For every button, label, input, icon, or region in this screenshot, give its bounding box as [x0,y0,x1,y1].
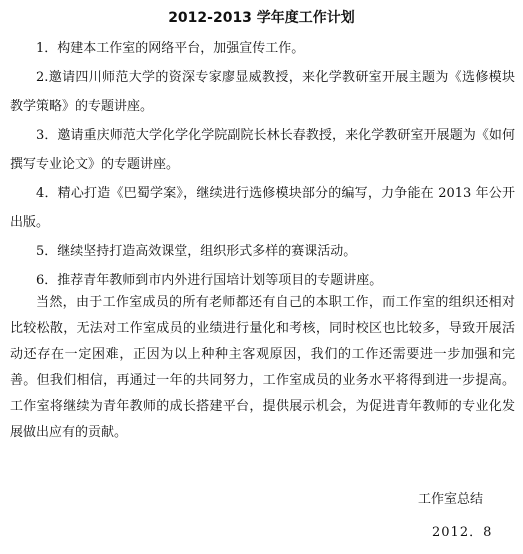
plan-item-1: 1．构建本工作室的网络平台，加强宣传工作。 [36,41,305,56]
plan-item-list [10,34,515,295]
signature: 工作室总结 [418,492,484,507]
document-date: 2012．8 [432,525,493,540]
plan-item-4: 4．精心打造《巴蜀学案》，继续进行选修模块部分的编写，力争能在 2013 年公开出版。 [10,186,515,230]
plan-item-2: 2.邀请四川师范大学的资深专家廖显威教授，来化学教研室开展主题为《选修模块教学策略》的专题讲座。 [10,70,515,114]
plan-item-6: 6．推荐青年教师到市内外进行国培计划等项目的专题讲座。 [36,273,383,288]
plan-item-5: 5．继续坚持打造高效课堂，组织形式多样的赛课活动。 [36,244,357,259]
plan-item-3: 3．邀请重庆师范大学化学化学院副院长林长春教授，来化学教研室开展题为《如何撰写专业论文》的专题讲座。 [10,128,515,172]
document-title: 2012-2013 学年度工作计划 [168,10,355,26]
summary-paragraph: 当然，由于工作室成员的所有老师都还有自己的本职工作，而工作室的组织还相对比较松散，无法对工作室成员的业绩进行量化和考核，同时校区也比较多，导致开展活动还存在一定困难，正因为以上种种主客观原因，我们的工作还需要进一步加强和完善。但我们相信，再通过一年的共同努力，工作室成员的业务水平将得到进一步提高。工作室将继续为青年教师的成长搭建平台，提供展示机会，为促进青年教师的专业化发展做出应有的贡献。 [10,295,515,440]
